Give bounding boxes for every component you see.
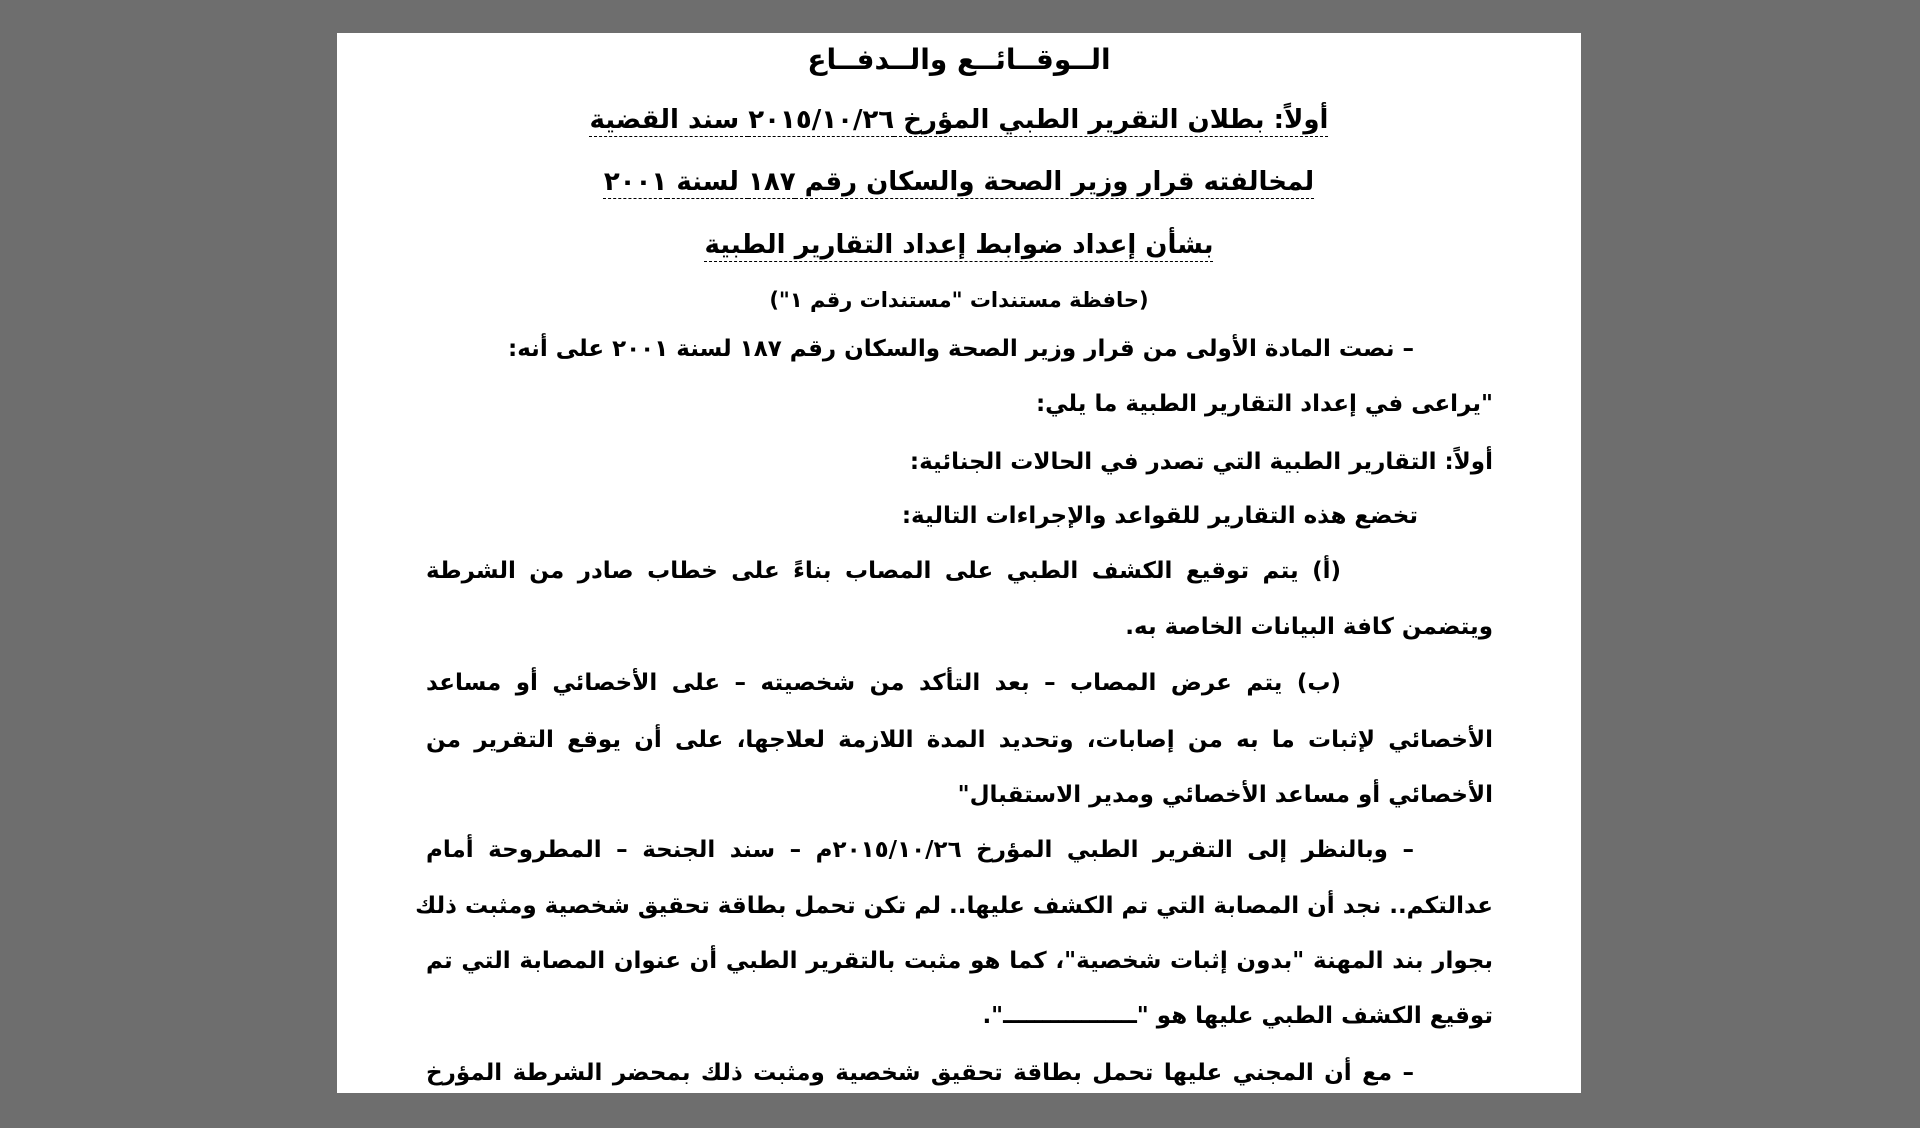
document-title: الــوقــائــع والــدفــاع xyxy=(807,43,1111,76)
paragraph-line: ويتضمن كافة البيانات الخاصة به. xyxy=(1125,614,1493,640)
heading-line: أولاً: بطلان التقرير الطبي المؤرخ ٢٠١٥/١٠/٢٦ سند القضية xyxy=(589,105,1329,135)
paragraph-line: (أ) يتم توقيع الكشف الطبي على المصاب بناءً على خطاب صادر من الشرطة xyxy=(426,558,1341,584)
subheading: (حافظة مستندات "مستندات رقم ١") xyxy=(769,288,1149,312)
paragraph-line: (ب) يتم عرض المصاب – بعد التأكد من شخصيته – على الأخصائي أو مساعد xyxy=(426,670,1341,696)
paragraph-line: تخضع هذه التقارير للقواعد والإجراءات التالية: xyxy=(901,503,1418,529)
heading-line: لمخالفته قرار وزير الصحة والسكان رقم ١٨٧ لسنة ٢٠٠١ xyxy=(603,167,1315,197)
paragraph-line: – مع أن المجني عليها تحمل بطاقة تحقيق شخصية ومثبت ذلك بمحضر الشرطة المؤرخ xyxy=(426,1060,1414,1086)
document-page xyxy=(337,33,1581,1093)
paragraph-line: توقيع الكشف الطبي عليها هو "ـــــــــــــــــ". xyxy=(982,1003,1493,1029)
paragraph-line: بجوار بند المهنة "بدون إثبات شخصية"، كما هو مثبت بالتقرير الطبي أن عنوان المصابة التي تم xyxy=(426,948,1493,974)
paragraph-line: الأخصائي لإثبات ما به من إصابات، وتحديد المدة اللازمة لعلاجها، على أن يوقع التقرير من xyxy=(426,727,1493,753)
paragraph-line: الأخصائي أو مساعد الأخصائي ومدير الاستقبال" xyxy=(957,782,1493,808)
paragraph-line: أولاً: التقارير الطبية التي تصدر في الحالات الجنائية: xyxy=(909,449,1493,475)
paragraph-line: عدالتكم.. نجد أن المصابة التي تم الكشف عليها.. لم تكن تحمل بطاقة تحقيق شخصية ومثبت ذلك xyxy=(415,893,1493,919)
paragraph-line: "يراعى في إعداد التقارير الطبية ما يلي: xyxy=(1035,391,1493,417)
heading-line: بشأن إعداد ضوابط إعداد التقارير الطبية xyxy=(704,230,1214,260)
paragraph-line: – وبالنظر إلى التقرير الطبي المؤرخ ٢٠١٥/١٠/٢٦م – سند الجنحة – المطروحة أمام xyxy=(426,837,1414,863)
paragraph-line: – نصت المادة الأولى من قرار وزير الصحة والسكان رقم ١٨٧ لسنة ٢٠٠١ على أنه: xyxy=(508,336,1414,362)
